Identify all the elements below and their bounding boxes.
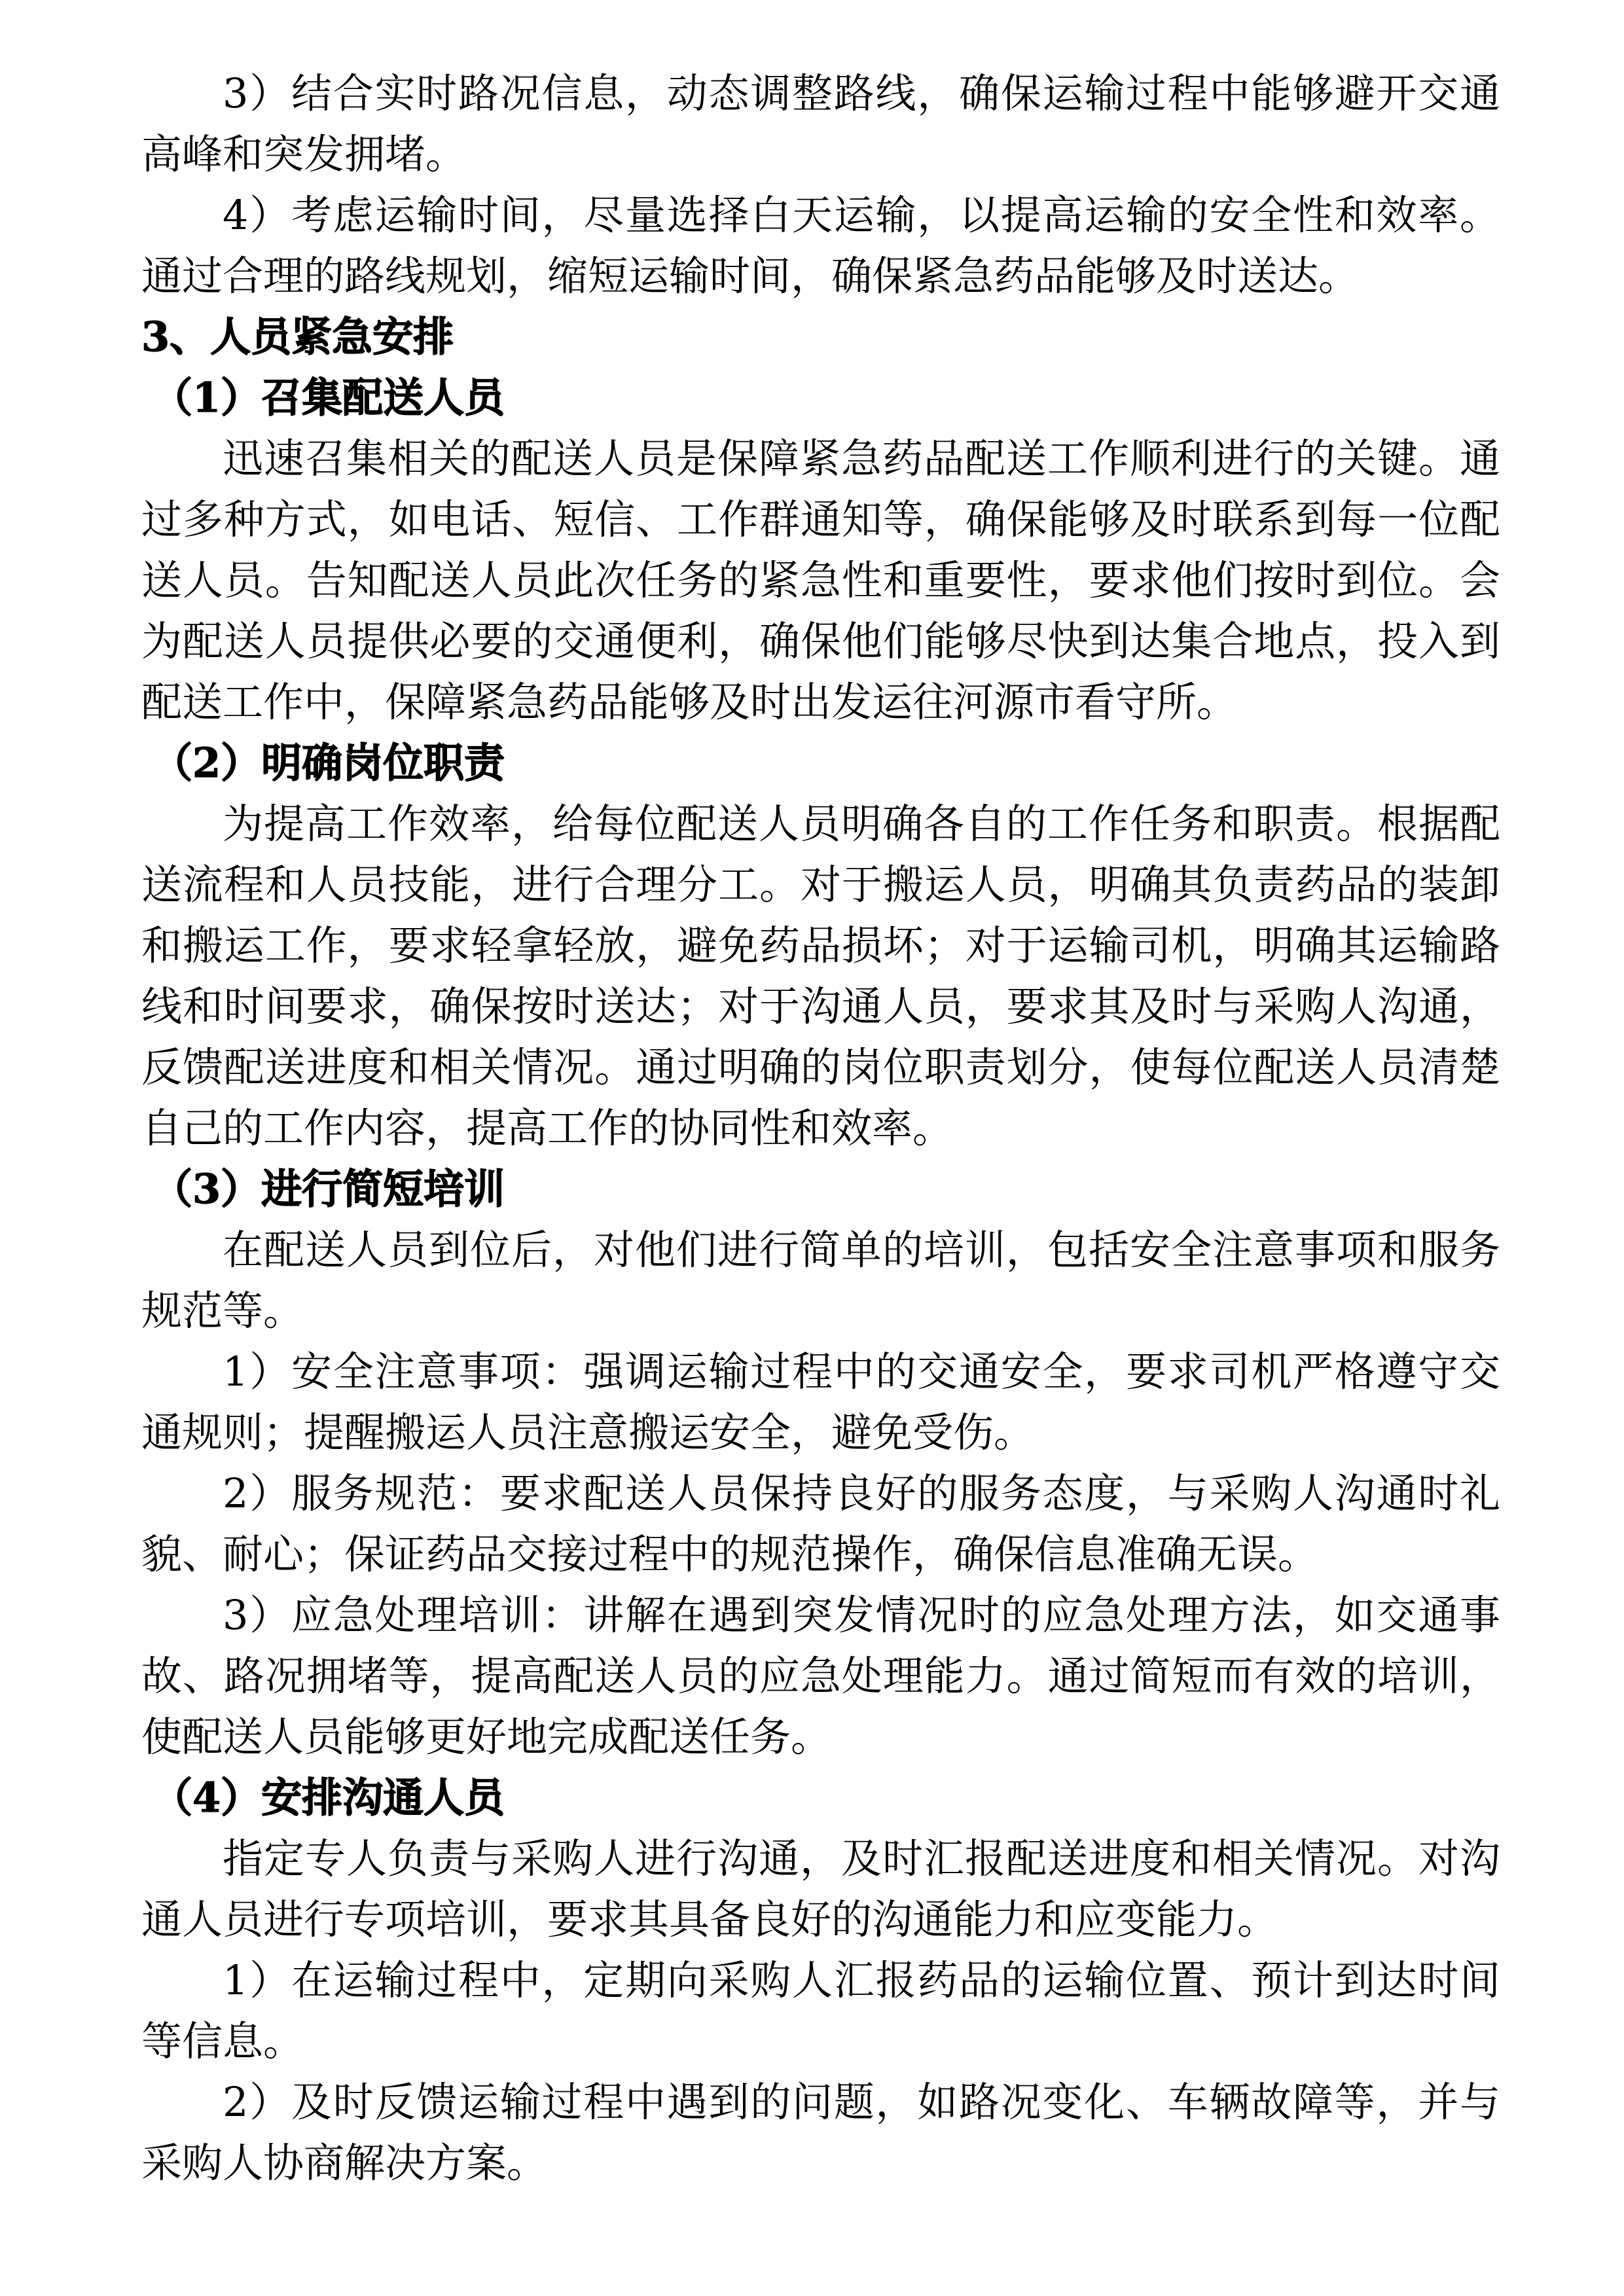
list-item-communication-report-position: 1）在运输过程中，定期向采购人汇报药品的运输位置、预计到达时间等信息。 xyxy=(141,1956,1500,2065)
document-body xyxy=(141,63,1500,2193)
section-heading-personnel-emergency-arrangement: 3、人员紧急安排 xyxy=(141,313,454,361)
paragraph-clarify-post-duties: 为提高工作效率，给每位配送人员明确各自的工作任务和职责。根据配送流程和人员技能，进行合理分工。对于搬运人员，明确其负责药品的装卸和搬运工作，要求轻拿轻放，避免药品损坏；对于运输司机，明确其运输路线和时间要求，确保按时送达；对于沟通人员，要求其及时与采购人沟通，反馈配送进度和相关情况。通过明确的岗位职责划分，使每位配送人员清楚自己的工作内容，提高工作的协同性和效率。 xyxy=(141,800,1500,1152)
paragraph-arrange-communication-staff: 指定专人负责与采购人进行沟通，及时汇报配送进度和相关情况。对沟通人员进行专项培训，要求其具备良好的沟通能力和应变能力。 xyxy=(141,1835,1500,1943)
subsection-heading-clarify-post-duties: （2）明确岗位职责 xyxy=(152,739,505,787)
subsection-heading-assemble-delivery-staff: （1）召集配送人员 xyxy=(152,374,505,422)
list-item-training-service-standard: 2）服务规范：要求配送人员保持良好的服务态度，与采购人沟通时礼貌、耐心；保证药品交接过程中的规范操作，确保信息准确无误。 xyxy=(141,1469,1500,1578)
paragraph-brief-training-intro: 在配送人员到位后，对他们进行简单的培训，包括安全注意事项和服务规范等。 xyxy=(141,1226,1500,1335)
list-item-communication-feedback-problems: 2）及时反馈运输过程中遇到的问题，如路况变化、车辆故障等，并与采购人协商解决方案。 xyxy=(141,2078,1500,2187)
list-item-route-4: 4）考虑运输时间，尽量选择白天运输，以提高运输的安全性和效率。通过合理的路线规划，缩短运输时间，确保紧急药品能够及时送达。 xyxy=(141,191,1500,300)
list-item-training-emergency-handling: 3）应急处理培训：讲解在遇到突发情况时的应急处理方法，如交通事故、路况拥堵等，提高配送人员的应急处理能力。通过简短而有效的培训，使配送人员能够更好地完成配送任务。 xyxy=(141,1591,1500,1761)
list-item-training-safety: 1）安全注意事项：强调运输过程中的交通安全，要求司机严格遵守交通规则；提醒搬运人员注意搬运安全，避免受伤。 xyxy=(141,1348,1500,1456)
subsection-heading-arrange-communication-staff: （4）安排沟通人员 xyxy=(152,1774,505,1821)
list-item-route-3: 3）结合实时路况信息，动态调整路线，确保运输过程中能够避开交通高峰和突发拥堵。 xyxy=(141,69,1500,178)
paragraph-assemble-delivery-staff: 迅速召集相关的配送人员是保障紧急药品配送工作顺利进行的关键。通过多种方式，如电话、短信、工作群通知等，确保能够及时联系到每一位配送人员。告知配送人员此次任务的紧急性和重要性，要求他们按时到位。会为配送人员提供必要的交通便利，确保他们能够尽快到达集合地点，投入到配送工作中，保障紧急药品能够及时出发运往河源市看守所。 xyxy=(141,435,1500,726)
subsection-heading-brief-training: （3）进行简短培训 xyxy=(152,1165,505,1213)
